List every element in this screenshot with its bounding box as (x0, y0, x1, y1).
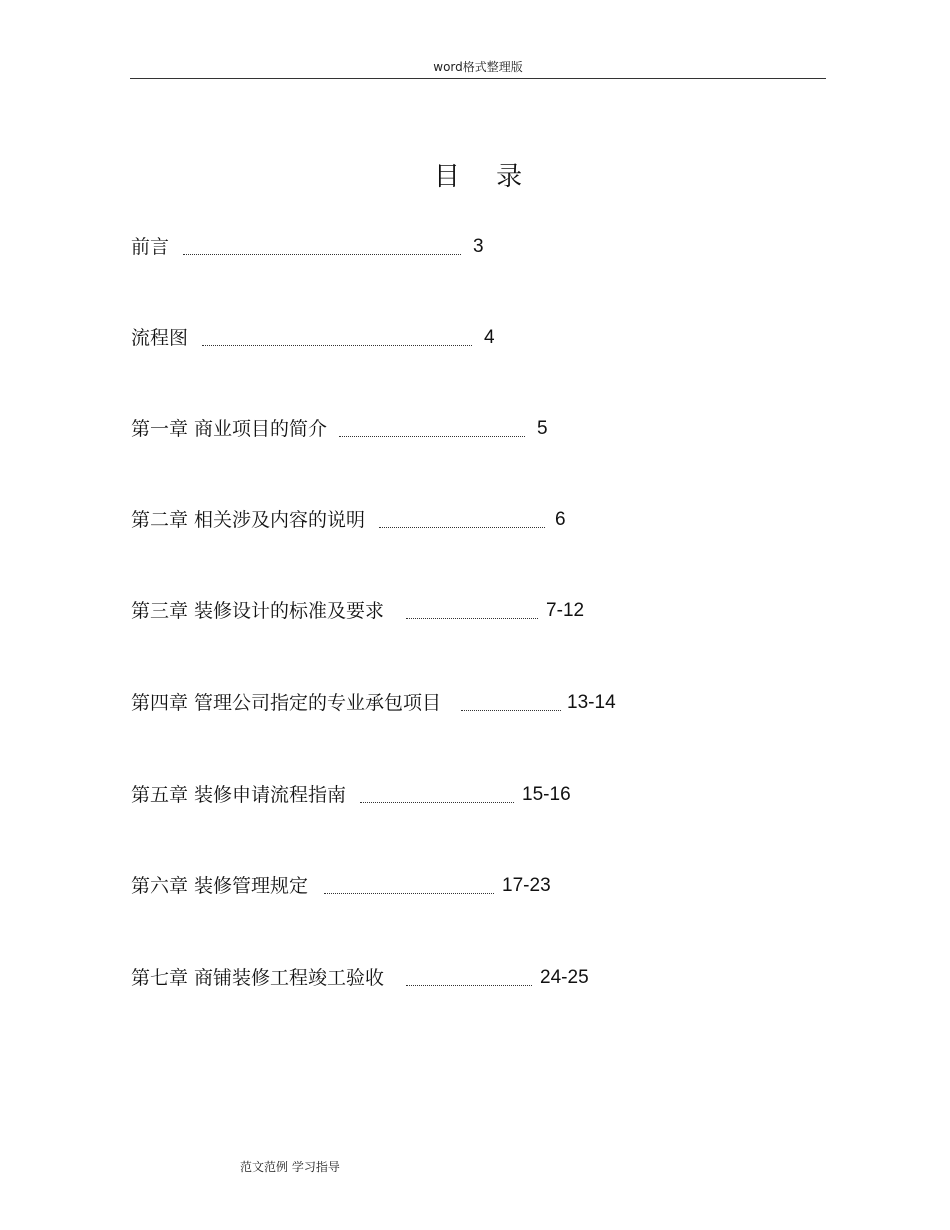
toc-entry-page: 5 (537, 418, 548, 439)
toc-entry[interactable] (131, 234, 484, 260)
toc-leader (406, 618, 538, 619)
toc-entry[interactable] (131, 690, 616, 716)
toc-entry[interactable] (131, 325, 495, 351)
toc-leader (461, 710, 561, 711)
page-header: word格式整理版 (433, 60, 523, 74)
toc-leader (379, 527, 545, 528)
toc-entry-page: 24-25 (540, 967, 589, 988)
toc-entry[interactable] (131, 507, 566, 533)
toc-leader (183, 254, 461, 255)
toc-entry-label: 第六章 装修管理规定 (131, 875, 309, 897)
toc-entry-label: 第五章 装修申请流程指南 (131, 784, 347, 806)
toc-entry-label: 第一章 商业项目的简介 (131, 418, 328, 440)
toc-entry-page: 4 (484, 327, 495, 348)
toc-entry-page: 7-12 (546, 600, 585, 621)
toc-entry-label: 第七章 商铺装修工程竣工验收 (131, 967, 385, 989)
toc-entry-page: 3 (473, 236, 484, 257)
toc-entry[interactable] (131, 873, 551, 899)
header-divider (130, 78, 826, 79)
toc-entry-page: 17-23 (502, 875, 551, 896)
toc-entry-label: 流程图 (131, 327, 189, 349)
toc-entry-label: 前言 (131, 236, 170, 258)
toc-entry-page: 13-14 (567, 692, 616, 713)
toc-leader (202, 345, 472, 346)
toc-leader (360, 802, 514, 803)
toc-entry[interactable] (131, 598, 584, 624)
toc-entry-label: 第四章 管理公司指定的专业承包项目 (131, 692, 442, 714)
toc-entry-page: 6 (555, 509, 566, 530)
toc-leader (324, 893, 494, 894)
toc-entry-label: 第二章 相关涉及内容的说明 (131, 509, 366, 531)
toc-title: 目 录 (433, 162, 537, 192)
toc-leader (406, 985, 532, 986)
toc-leader (339, 436, 525, 437)
toc-entry-page: 15-16 (522, 784, 571, 805)
toc-entry-label: 第三章 装修设计的标准及要求 (131, 600, 385, 622)
toc-entry[interactable] (131, 416, 548, 442)
toc-entry[interactable] (131, 782, 571, 808)
page-footer: 范文范例 学习指导 (240, 1160, 340, 1174)
toc-entry[interactable] (131, 965, 589, 991)
